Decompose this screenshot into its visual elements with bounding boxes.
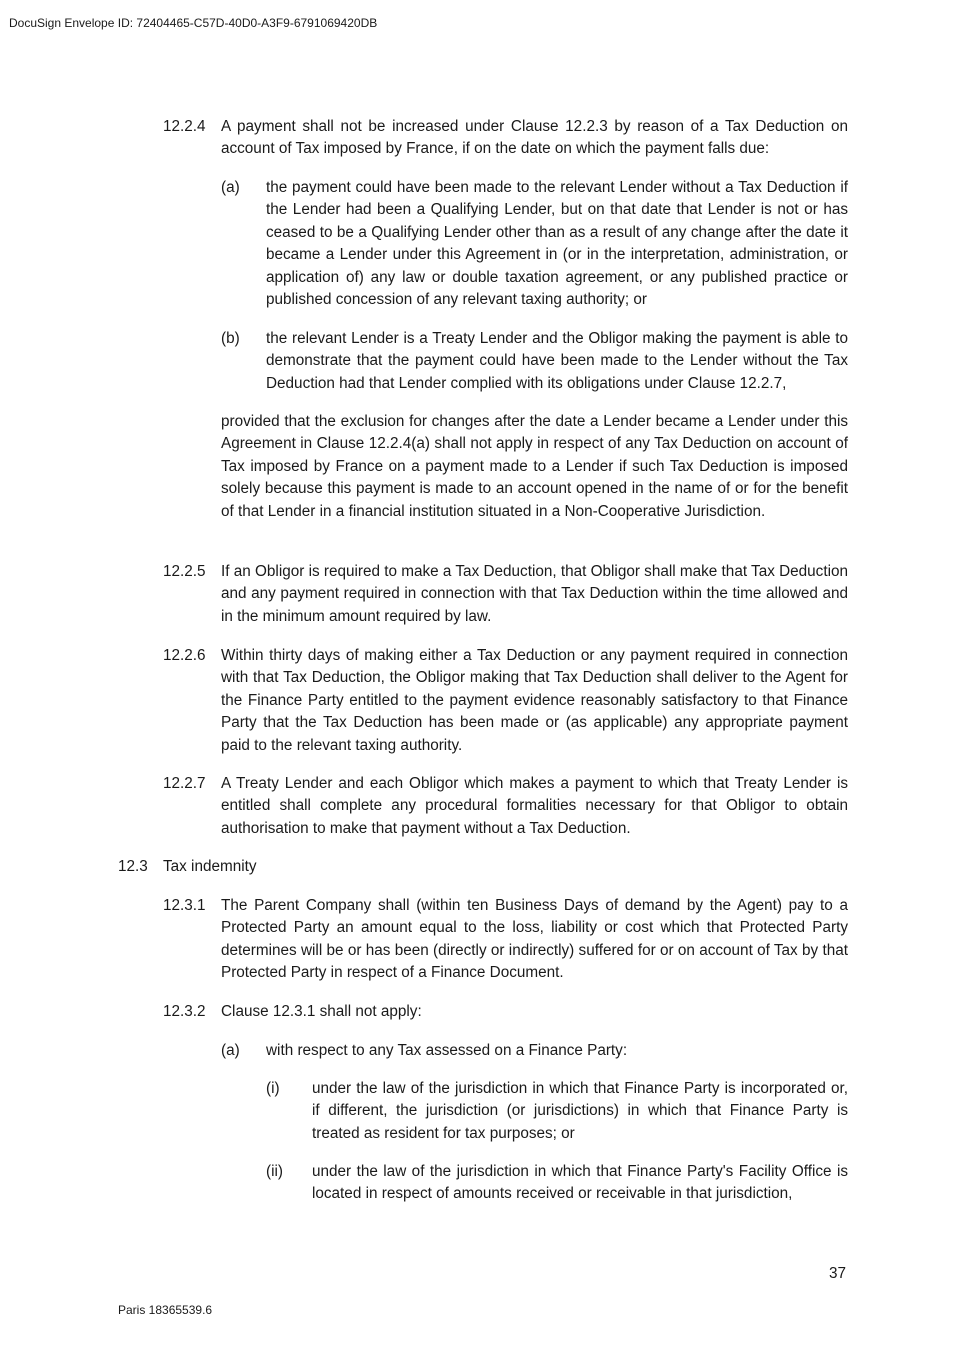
clause-number: 12.2.7 bbox=[163, 775, 206, 792]
clause-text: A payment shall not be increased under Clause 12.2.3 by reason of a Tax Deduction on account of Tax imposed by France, if on the date on which the payment falls due: bbox=[221, 118, 848, 158]
item-text: with respect to any Tax assessed on a Finance Party: bbox=[266, 1042, 628, 1059]
document-reference: Paris 18365539.6 bbox=[118, 1303, 213, 1317]
clause-text: The Parent Company shall (within ten Business Days of demand by the Agent) pay to a Protected Party an amount equal to the loss, liability or cost which that Protected Party determines will be or has been (directly or indirectly) suffered for or on account of Tax by that Protected Party in respect of a Finance Document. bbox=[221, 897, 848, 982]
clause-number: 12.2.5 bbox=[163, 563, 206, 580]
section-number: 12.3 bbox=[118, 858, 148, 875]
item-text: the relevant Lender is a Treaty Lender and the Obligor making the payment is able to demonstrate that the payment could have been made to the Lender without the Tax Deduction had that Lender complied with its obligations under Clause 12.2.7, bbox=[266, 330, 848, 392]
clause-text: If an Obligor is required to make a Tax Deduction, that Obligor shall make that Tax Deduction and any payment required in connection with that Tax Deduction within the time allowed and in the minimum amount required by law. bbox=[221, 563, 848, 625]
clause-number: 12.3.1 bbox=[163, 897, 206, 914]
item-marker: (a) bbox=[221, 1042, 240, 1059]
clause-number: 12.2.6 bbox=[163, 647, 206, 664]
subitem-text: under the law of the jurisdiction in which that Finance Party is incorporated or, if different, the jurisdiction (or jurisdictions) in which that Finance Party is treated as resident for tax purposes; or bbox=[312, 1080, 848, 1142]
clause-text: Clause 12.3.1 shall not apply: bbox=[221, 1003, 422, 1020]
item-marker: (b) bbox=[221, 330, 240, 347]
page-number: 37 bbox=[829, 1265, 847, 1282]
clause-text: A Treaty Lender and each Obligor which makes a payment to which that Treaty Lender is entitled shall complete any procedural formalities necessary for that Obligor to obtain authorisation to make that payment without a Tax Deduction. bbox=[221, 775, 848, 837]
clause-number: 12.2.4 bbox=[163, 118, 206, 135]
item-marker: (a) bbox=[221, 179, 240, 196]
proviso-text: provided that the exclusion for changes after the date a Lender became a Lender under this Agreement in Clause 12.2.4(a) shall not apply in respect of any Tax Deduction on account of Tax imposed by France on a payment made to a Lender if such Tax Deduction is imposed solely because this payment is made to an account opened in the name of or for the benefit of that Lender in a financial institution situated in a Non-Cooperative Jurisdiction. bbox=[221, 413, 848, 520]
clause-text: Within thirty days of making either a Tax Deduction or any payment required in connection with that Tax Deduction, the Obligor making that Tax Deduction shall deliver to the Agent for the Finance Party entitled to the payment evidence reasonably satisfactory to that Finance Party that the Tax Deduction has been made or (as applicable) any appropriate payment paid to the relevant taxing authority. bbox=[221, 647, 848, 754]
section-title: Tax indemnity bbox=[163, 858, 257, 875]
subitem-marker: (i) bbox=[266, 1080, 280, 1097]
clause-number: 12.3.2 bbox=[163, 1003, 206, 1020]
item-text: the payment could have been made to the relevant Lender without a Tax Deduction if the Lender had been a Qualifying Lender, but on that date that Lender is not or has ceased to be a Qualifying Lender other than as a result of any change after the date it became a Lender under this Agreement in (or in the interpretation, administration, or application of) any law or double taxation agreement, or any published practice or published concession of any relevant taxing authority; or bbox=[266, 179, 848, 309]
envelope-id: DocuSign Envelope ID: 72404465-C57D-40D0-A3F9-6791069420DB bbox=[9, 16, 378, 30]
subitem-marker: (ii) bbox=[266, 1163, 283, 1180]
subitem-text: under the law of the jurisdiction in which that Finance Party's Facility Office is located in respect of amounts received or receivable in that jurisdiction, bbox=[312, 1163, 848, 1203]
